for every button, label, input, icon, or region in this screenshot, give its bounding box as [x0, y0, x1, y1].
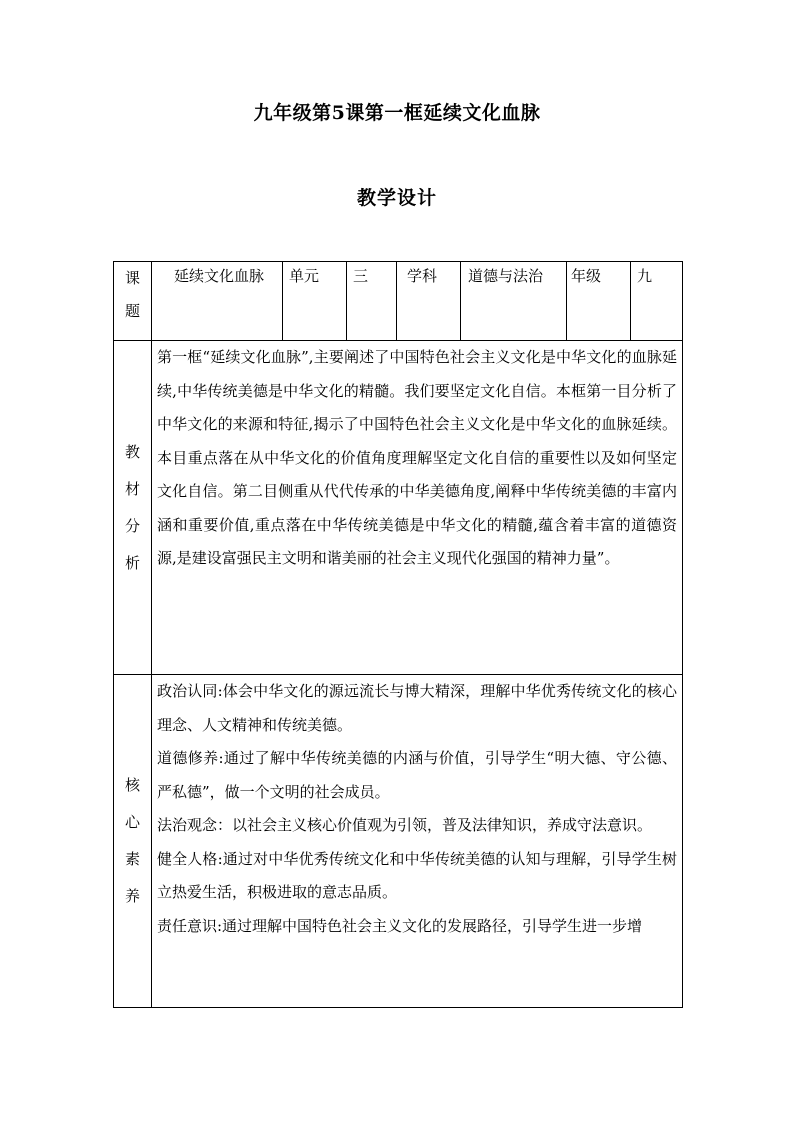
topic-label-char: 题: [124, 302, 140, 320]
unit-value: 三: [353, 267, 369, 285]
literacy-item: 道德修养:通过了解中华传统美德的内涵与价值，引导学生“明大德、守公德、严私德”，做一个文明的社会成员。: [157, 749, 677, 801]
grade-label: 年级: [571, 267, 602, 285]
subject-value: 道德与法治: [468, 267, 544, 285]
literacy-label-char: 核: [124, 776, 140, 794]
page-title: 九年级第5课第一框延续文化血脉: [253, 102, 541, 124]
analysis-label-char: 分: [124, 516, 140, 535]
analysis-label-char: 教: [124, 442, 140, 461]
unit-label-cell: [283, 262, 347, 341]
subject-value-cell: [461, 262, 567, 341]
grade-value: 九: [637, 267, 653, 285]
literacy-label-char: 素: [124, 850, 140, 868]
literacy-item: 责任意识:通过理解中国特色社会主义文化的发展路径，引导学生进一步增: [157, 916, 643, 935]
literacy-label-char: 养: [124, 887, 140, 905]
unit-value-cell: [347, 262, 397, 341]
grade-label-cell: [567, 262, 631, 341]
topic-label-cell: [114, 262, 152, 341]
topic-label-char: 课: [124, 269, 140, 287]
literacy-label-char: 心: [124, 813, 140, 831]
table-row-analysis: [114, 341, 683, 675]
analysis-label-cell: [114, 341, 152, 675]
literacy-item: 政治认同:体会中华文化的源远流长与博大精深，理解中华优秀传统文化的核心理念、人文精神和传统美德。: [157, 682, 677, 734]
literacy-item: 健全人格:通过对中华优秀传统文化和中华传统美德的认知与理解，引导学生树立热爱生活，积极进取的意志品质。: [157, 849, 677, 901]
literacy-item: 法治观念：以社会主义核心价值观为引领，普及法律知识，养成守法意识。: [157, 816, 653, 834]
lesson-plan-table: [113, 261, 683, 1008]
topic-value: 延续文化血脉: [174, 267, 265, 285]
literacy-content-cell: [152, 675, 683, 1008]
analysis-label-char: 材: [124, 479, 140, 498]
page-subtitle: 教学设计: [356, 187, 437, 209]
analysis-text: 第一框“延续文化血脉”,主要阐述了中国特色社会主义文化是中华文化的血脉延续,中华传统美德是中华文化的精髓。我们要坚定文化自信。本框第一目分析了中华文化的来源和特征,揭示了中国特色社会主义文化是中华文化的血脉延续。本目重点落在从中华文化的价值角度理解坚定文化自信的重要性以及如何坚定文化自信。第二目侧重从代代传承的中华美德角度,阐释中华传统美德的丰富内涵和重要价值,重点落在中华传统美德是中华文化的精髓,蕴含着丰富的道德资源,是建设富强民主文明和谐美丽的社会主义现代化强国的精神力量”。: [157, 348, 677, 567]
analysis-content-cell: [152, 341, 683, 675]
analysis-label-char: 析: [124, 553, 140, 572]
unit-label: 单元: [289, 267, 320, 285]
subject-label-cell: [397, 262, 461, 341]
topic-value-cell: [152, 262, 283, 341]
subject-label: 学科: [407, 267, 438, 285]
grade-value-cell: [631, 262, 683, 341]
table-row-literacy: [114, 675, 683, 1008]
literacy-list: [152, 675, 682, 943]
literacy-label-cell: [114, 675, 152, 1008]
table-row-header: [114, 262, 683, 341]
